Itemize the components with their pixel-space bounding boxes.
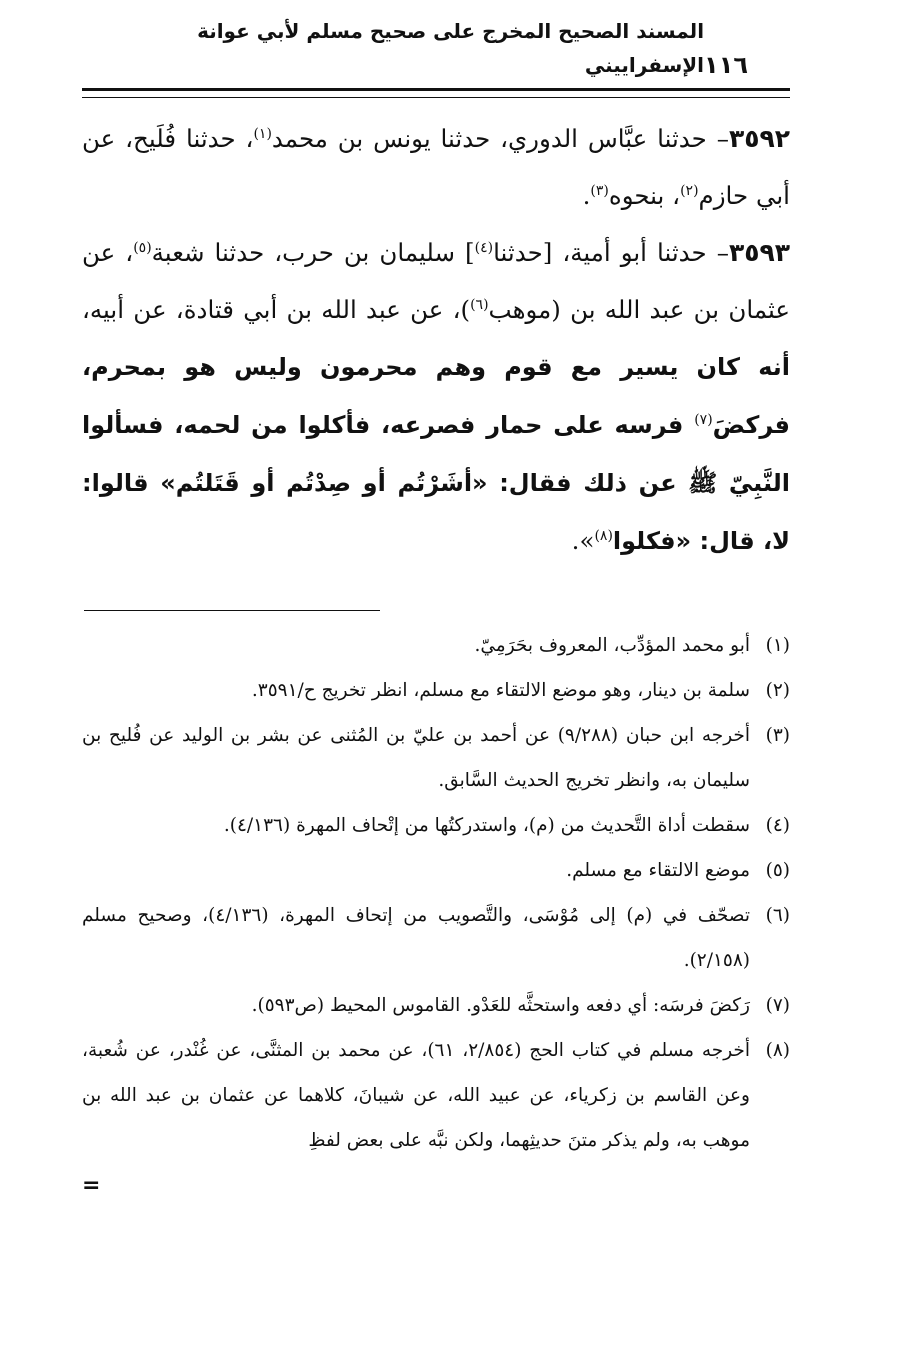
footnote-text: تصحّف في (م) إلى مُوْسَى، والتَّصويب من إتحاف المهرة، (٤/١٣٦)، وصحيح مسلم (٢/١٥٨). xyxy=(82,905,750,971)
hadith-text: – حدثنا عبَّاس الدوري، حدثنا يونس بن محمد xyxy=(271,124,729,153)
hadith-text: ] سليمان بن حرب، حدثنا شعبة xyxy=(151,238,475,267)
hadith-number: ٣٥٩٢ xyxy=(728,124,790,153)
hadith-matn: أنه كان يسير مع قوم وهم محرمون وليس هو بمحرم، فركضَ xyxy=(82,353,790,439)
footnote-mark: (٢) xyxy=(765,680,790,701)
footnote-6 xyxy=(82,893,790,983)
hadith-text: ، عن عثمان بن عبد الله بن (موهب xyxy=(82,238,790,324)
footnote-ref[interactable]: (٤) xyxy=(474,239,494,256)
page-header xyxy=(82,19,790,82)
footnote-text: أخرجه ابن حبان (٩/٢٨٨) عن أحمد بن عليّ بن المُثنى عن بشر بن الوليد عن فُليح بن سليمان به، وانظر تخريج الحديث السَّابق. xyxy=(82,725,750,791)
footnote-ref[interactable]: (٨) xyxy=(594,527,613,544)
footnote-text: أبو محمد المؤدِّب، المعروف بحَرَمِيّ. xyxy=(474,635,750,656)
footnote-text: موضع الالتقاء مع مسلم. xyxy=(566,860,750,881)
footnote-8 xyxy=(82,1028,790,1163)
book-page xyxy=(82,19,790,1208)
footnote-ref[interactable]: (٢) xyxy=(680,182,699,199)
footnote-text: سقطت أداة التَّحديث من (م)، واستدركتُها من إتْحاف المهرة (٤/١٣٦). xyxy=(223,815,750,836)
footnote-2 xyxy=(82,668,790,713)
footnote-mark: (١) xyxy=(765,635,790,656)
hadith-text: ، حدثنا فُلَيح، عن أبي حازم xyxy=(82,124,790,210)
footnote-mark: (٣) xyxy=(765,725,790,746)
footnote-text: أخرجه مسلم في كتاب الحج (٢/٨٥٤، ٦١)، عن محمد بن المثنَّى، عن غُنْدر، عن شُعبة، وعن القاسم بن زكرياء، عن عبيد الله، عن شيبانَ، كلاهما عن عثمان بن عبد الله بن موهب به، ولم يذكر متنَ حديثِهما، ولكن نبَّه على بعض لفظِ xyxy=(82,1040,750,1151)
header-rule xyxy=(82,88,790,98)
footnote-mark: (٤) xyxy=(765,815,790,836)
footnote-mark: (٥) xyxy=(765,860,790,881)
footnote-mark: (٧) xyxy=(765,995,790,1016)
footnotes xyxy=(82,623,790,1208)
hadith-text: – حدثنا أبو أمية، [حدثنا xyxy=(493,238,729,267)
continuation-mark: = xyxy=(82,1173,101,1198)
footnote-text: رَكضَ فرسَه: أي دفعه واستحثَّه للعَدْو. القاموس المحيط (ص٥٩٣). xyxy=(251,995,750,1016)
hadith-text: ». xyxy=(571,526,595,555)
footnote-mark: (٨) xyxy=(765,1040,790,1061)
footnote-ref[interactable]: (٥) xyxy=(133,239,152,256)
page-number: ١١٦ xyxy=(704,51,748,79)
footnote-ref[interactable]: (٣) xyxy=(590,182,609,199)
hadith-matn: فرسه على حمار فصرعه، فأكلوا من لحمه، فسألوا النَّبِيّ ﷺ عن ذلك فقال: «أشَرْتُم أو صِدْتُم أو قَتَلتُم» قالوا: لا، قال: «فكلوا xyxy=(82,411,790,555)
hadith-3592 xyxy=(82,110,790,224)
footnote-5 xyxy=(82,848,790,893)
hadith-number: ٣٥٩٣ xyxy=(728,238,790,267)
footnote-ref[interactable]: (٦) xyxy=(470,296,489,313)
running-title: المسند الصحيح المخرج على صحيح مسلم لأبي عوانة الإسفراييني xyxy=(197,19,705,77)
hadith-text: . xyxy=(582,181,591,210)
hadith-text: ، بنحوه xyxy=(608,181,681,210)
footnote-4 xyxy=(82,803,790,848)
hadith-text: )، عن عبد الله بن أبي قتادة، عن أبيه، xyxy=(82,295,471,324)
footnote-text: سلمة بن دينار، وهو موضع الالتقاء مع مسلم، انظر تخريج ح/٣٥٩١. xyxy=(251,680,750,701)
footnote-3 xyxy=(82,713,790,803)
hadith-3593 xyxy=(82,224,790,570)
footnote-7 xyxy=(82,983,790,1028)
footnote-separator xyxy=(84,610,380,611)
main-text xyxy=(82,110,790,570)
footnote-1 xyxy=(82,623,790,668)
footnote-mark: (٦) xyxy=(765,905,790,926)
footnote-ref[interactable]: (٧) xyxy=(694,411,713,428)
footnote-ref[interactable]: (١) xyxy=(253,125,272,142)
